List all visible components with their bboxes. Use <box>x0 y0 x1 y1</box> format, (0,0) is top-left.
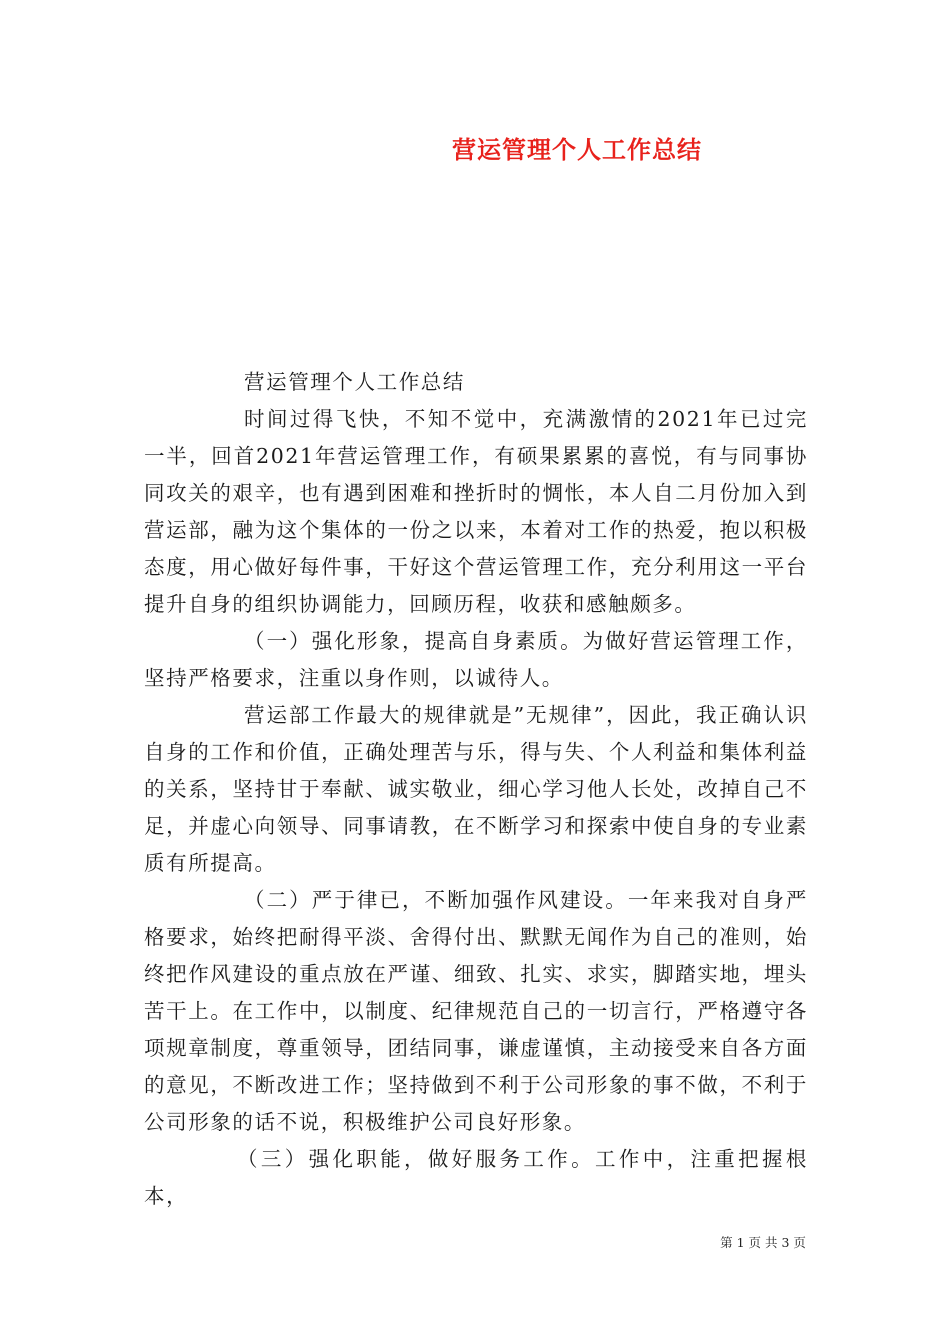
document-body <box>144 364 808 1215</box>
paragraph-section-1: （一）强化形象，提高自身素质。为做好营运管理工作，坚持严格要求，注重以身作则，以诚待人。 <box>144 629 808 690</box>
paragraph-intro: 时间过得飞快，不知不觉中，充满激情的2021年已过完一半，回首2021年营运管理工作，有硕果累累的喜悦，有与同事协同攻关的艰辛，也有遇到困难和挫折时的惆怅，本人自二月份加入到营运部，融为这个集体的一份之以来，本着对工作的热爱，抱以积极态度，用心做好每件事，干好这个营运管理工作，充分利用这一平台提升自身的组织协调能力，回顾历程，收获和感触颇多。 <box>144 407 808 616</box>
document-title: 营运管理个人工作总结 <box>452 135 702 164</box>
paragraph-section-3: （三）强化职能，做好服务工作。工作中，注重把握根本， <box>144 1147 808 1208</box>
paragraph-section-2: （二）严于律已，不断加强作风建设。一年来我对自身严格要求，始终把耐得平淡、舍得付出、默默无闻作为自己的准则，始终把作风建设的重点放在严谨、细致、扎实、求实，脚踏实地，埋头苦干上。在工作中，以制度、纪律规范自己的一切言行，严格遵守各项规章制度，尊重领导，团结同事，谦虚谨慎，主动接受来自各方面的意见，不断改进工作；坚持做到不利于公司形象的事不做，不利于公司形象的话不说，积极维护公司良好形象。 <box>144 888 808 1134</box>
page-number-footer: 第 1 页 共 3 页 <box>720 1235 806 1250</box>
paragraph-section-1-detail: 营运部工作最大的规律就是”无规律”，因此，我正确认识自身的工作和价值，正确处理苦与乐，得与失、个人利益和集体利益的关系，坚持甘于奉献、诚实敬业，细心学习他人长处，改掉自己不足，并虚心向领导、同事请教，在不断学习和探索中使自身的专业素质有所提高。 <box>144 703 808 875</box>
body-heading: 营运管理个人工作总结 <box>244 370 465 394</box>
